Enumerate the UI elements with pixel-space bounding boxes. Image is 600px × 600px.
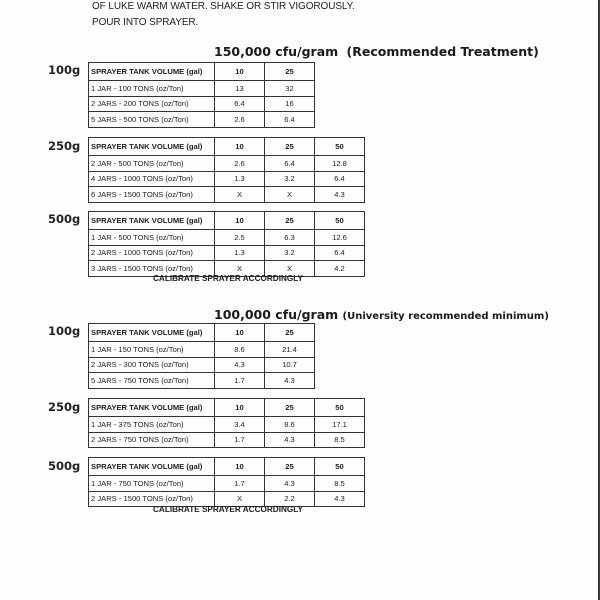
header-cell: 25 (265, 458, 315, 476)
header-cell: 10 (215, 399, 265, 417)
table-header-row (89, 399, 365, 417)
weight-label-250g: 250g (48, 139, 81, 153)
cell-value: X (265, 261, 315, 277)
cell-value: 1.7 (215, 373, 265, 389)
table-row (89, 476, 365, 492)
cell-value: 3.2 (265, 245, 315, 261)
table-header-row (89, 63, 315, 81)
cell-value: 3.4 (215, 417, 265, 433)
dose-table-100k-500g (88, 457, 365, 507)
cell-value: X (215, 187, 265, 203)
row-label: 1 JAR - 750 TONS (oz/Ton) (89, 476, 215, 492)
heading-concentration: 100,000 cfu/gram (214, 307, 339, 322)
table-row (89, 373, 315, 389)
table-row (89, 417, 365, 433)
header-cell: 25 (265, 212, 315, 230)
cell-value: 2.6 (215, 156, 265, 172)
table-row (89, 112, 315, 128)
dose-table-150k-250g (88, 137, 365, 203)
cell-value: 8.6 (265, 417, 315, 433)
row-label: 1 JAR - 150 TONS (oz/Ton) (89, 342, 215, 358)
cell-value: 16 (265, 96, 315, 112)
row-label: 3 JARS - 1500 TONS (oz/Ton) (89, 261, 215, 277)
cell-value: 4.3 (265, 373, 315, 389)
header-cell: 25 (265, 324, 315, 342)
cell-value: 6.4 (215, 96, 265, 112)
cell-value: 3.2 (265, 171, 315, 187)
cell-value: 6.4 (315, 171, 365, 187)
header-cell: 25 (265, 138, 315, 156)
cell-value: 6.3 (265, 230, 315, 246)
header-cell: 50 (315, 138, 365, 156)
header-cell: SPRAYER TANK VOLUME (gal) (89, 138, 215, 156)
table-row (89, 96, 315, 112)
header-cell: SPRAYER TANK VOLUME (gal) (89, 399, 215, 417)
row-label: 4 JARS - 1000 TONS (oz/Ton) (89, 171, 215, 187)
table-row (89, 171, 365, 187)
cell-value: 8.5 (315, 432, 365, 448)
section-heading-100k (214, 307, 549, 322)
intro-line-2: POUR INTO SPRAYER. (92, 17, 199, 28)
row-label: 1 JAR - 100 TONS (oz/Ton) (89, 81, 215, 97)
weight-label-100g: 100g (48, 63, 81, 77)
header-cell: 25 (265, 63, 315, 81)
header-cell: 10 (215, 212, 265, 230)
calibrate-note: CALIBRATE SPRAYER ACCORDINGLY (153, 505, 303, 514)
header-cell: 50 (315, 458, 365, 476)
table-row (89, 245, 365, 261)
cell-value: 2.5 (215, 230, 265, 246)
table-row (89, 156, 365, 172)
cell-value: 12.6 (315, 230, 365, 246)
cell-value: X (215, 261, 265, 277)
cell-value: 1.3 (215, 171, 265, 187)
table-row (89, 357, 315, 373)
heading-note: (University recommended minimum) (342, 311, 549, 322)
intro-line-1: OF LUKE WARM WATER. SHAKE OR STIR VIGOROUSLY. (92, 1, 355, 12)
header-cell: 10 (215, 63, 265, 81)
cell-value: X (215, 491, 265, 507)
header-cell: 10 (215, 138, 265, 156)
row-label: 2 JARS - 1500 TONS (oz/Ton) (89, 491, 215, 507)
cell-value: 4.3 (215, 357, 265, 373)
cell-value: 6.4 (265, 156, 315, 172)
table-row (89, 342, 315, 358)
cell-value: 13 (215, 81, 265, 97)
cell-value: 6.4 (315, 245, 365, 261)
calibrate-note: CALIBRATE SPRAYER ACCORDINGLY (153, 274, 303, 283)
table-row (89, 432, 365, 448)
header-cell: 25 (265, 399, 315, 417)
dose-table-100k-100g (88, 323, 315, 389)
table-row (89, 230, 365, 246)
weight-label-100g: 100g (48, 324, 81, 338)
cell-value: 4.2 (315, 261, 365, 277)
header-cell: 10 (215, 324, 265, 342)
header-cell: SPRAYER TANK VOLUME (gal) (89, 324, 215, 342)
cell-value: 32 (265, 81, 315, 97)
cell-value: 10.7 (265, 357, 315, 373)
row-label: 2 JARS - 200 TONS (oz/Ton) (89, 96, 215, 112)
row-label: 2 JARS - 1000 TONS (oz/Ton) (89, 245, 215, 261)
dose-table-150k-100g (88, 62, 315, 128)
row-label: 6 JARS - 1500 TONS (oz/Ton) (89, 187, 215, 203)
row-label: 2 JARS - 300 TONS (oz/Ton) (89, 357, 215, 373)
weight-label-500g: 500g (48, 459, 81, 473)
cell-value: 4.3 (315, 491, 365, 507)
cell-value: 8.5 (315, 476, 365, 492)
header-cell: SPRAYER TANK VOLUME (gal) (89, 212, 215, 230)
cell-value: 8.6 (215, 342, 265, 358)
table-header-row (89, 138, 365, 156)
cell-value: 1.7 (215, 476, 265, 492)
header-cell: 50 (315, 399, 365, 417)
table-row (89, 187, 365, 203)
header-cell: SPRAYER TANK VOLUME (gal) (89, 63, 215, 81)
row-label: 5 JARS - 500 TONS (oz/Ton) (89, 112, 215, 128)
cell-value: 4.3 (265, 432, 315, 448)
header-cell: SPRAYER TANK VOLUME (gal) (89, 458, 215, 476)
weight-label-500g: 500g (48, 212, 81, 226)
row-label: 1 JAR - 500 TONS (oz/Ton) (89, 230, 215, 246)
table-header-row (89, 324, 315, 342)
row-label: 5 JARS - 750 TONS (oz/Ton) (89, 373, 215, 389)
dose-table-150k-500g (88, 211, 365, 277)
cell-value: 4.3 (265, 476, 315, 492)
cell-value: 2.6 (215, 112, 265, 128)
cell-value: 21.4 (265, 342, 315, 358)
section-heading-150k (214, 44, 539, 59)
cell-value: 2.2 (265, 491, 315, 507)
cell-value: 6.4 (265, 112, 315, 128)
cell-value: 17.1 (315, 417, 365, 433)
header-cell: 10 (215, 458, 265, 476)
cell-value: X (265, 187, 315, 203)
cell-value: 1.7 (215, 432, 265, 448)
header-cell: 50 (315, 212, 365, 230)
table-row (89, 81, 315, 97)
cell-value: 1.3 (215, 245, 265, 261)
row-label: 2 JAR - 500 TONS (oz/Ton) (89, 156, 215, 172)
dose-table-100k-250g (88, 398, 365, 448)
weight-label-250g: 250g (48, 400, 81, 414)
row-label: 1 JAR - 375 TONS (oz/Ton) (89, 417, 215, 433)
row-label: 2 JARS - 750 TONS (oz/Ton) (89, 432, 215, 448)
table-header-row (89, 458, 365, 476)
table-header-row (89, 212, 365, 230)
heading-concentration: 150,000 cfu/gram (214, 44, 339, 59)
heading-note: (Recommended Treatment) (346, 44, 539, 59)
cell-value: 12.8 (315, 156, 365, 172)
cell-value: 4.3 (315, 187, 365, 203)
